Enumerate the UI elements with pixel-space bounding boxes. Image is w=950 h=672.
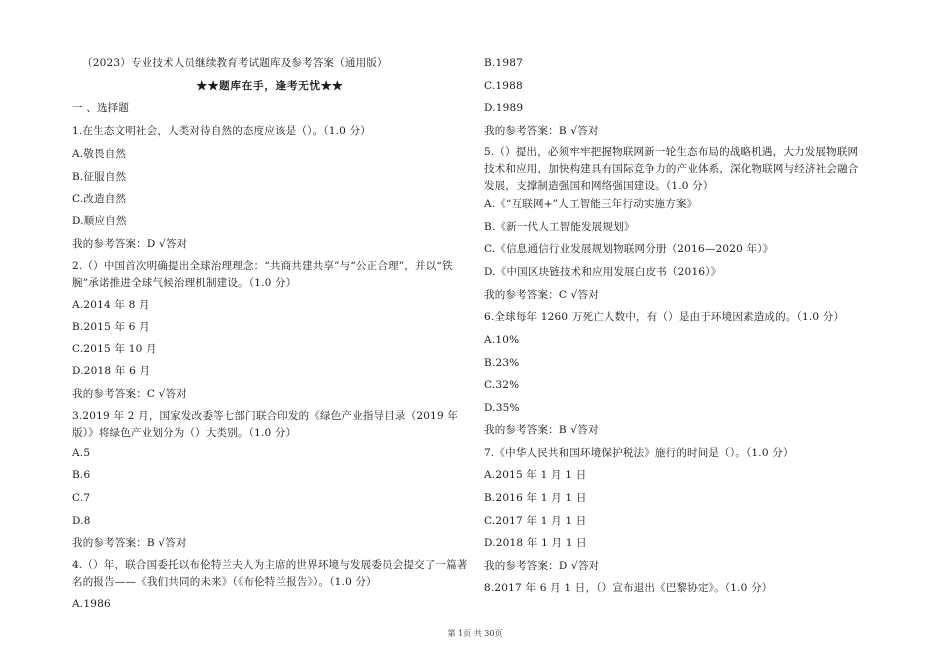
question-stem: 8.2017 年 6 月 1 日，（）宣布退出《巴黎协定》。（1.0 分） [484,582,773,594]
document-title: （2023）专业技术人员继续教育考试题库及参考答案（通用版） [82,57,388,69]
question-stem: 2.（）中国首次明确提出全球治理理念：“共商共建共享”与“公正合理”，并以“铁腕”承诺推进全球气候治理机制建设。（1.0 分） [72,260,453,289]
option-b: B.1987 [484,57,523,69]
option-c: C.《信息通信行业发展规划物联网分册（2016—2020 年）》 [484,243,774,255]
option-c: C.改造自然 [72,193,127,205]
reference-answer: 我的参考答案：B √答对 [484,424,599,436]
option-b: B.23% [484,357,520,369]
option-d: D.《中国区块链技术和应用发展白皮书（2016）》 [484,266,722,278]
option-b: B.征服自然 [72,171,127,183]
question-stem: 5.（）提出，必须牢牢把握物联网新一轮生态布局的战略机遇，大力发展物联网技术和应用，加快构建具有国际竞争力的产业体系，深化物联网与经济社会融合发展，支撑制造强国和网络强国建设。（1.0 分） [484,146,859,192]
option-a: A.2014 年 8 月 [72,299,150,311]
option-a: A.10% [484,334,520,346]
option-b: B.《新一代人工智能发展规划》 [484,221,635,233]
option-a: A.《“互联网+”人工智能三年行动实施方案》 [484,198,698,210]
question-stem: 3.2019 年 2 月，国家发改委等七部门联合印发的《绿色产业指导目录（2019 年版）》将绿色产业划分为（）大类别。（1.0 分） [72,410,459,439]
reference-answer: 我的参考答案：C √答对 [484,289,599,301]
option-d: D.2018 年 6 月 [72,365,151,377]
option-d: D.8 [72,515,91,527]
option-b: B.6 [72,469,91,481]
option-d: D.顺应自然 [72,215,127,227]
page-footer: 第 1页 共 30页 [447,629,503,638]
option-c: C.7 [72,492,91,504]
slogan: ★★题库在手，逢考无忧★★ [196,80,344,92]
option-b: B.2015 年 6 月 [72,321,150,333]
section-heading: 一 、选择题 [72,102,130,114]
option-a: A.1986 [72,598,111,610]
option-a: A.5 [72,447,91,459]
reference-answer: 我的参考答案：B √答对 [484,125,599,137]
option-d: D.35% [484,402,520,414]
option-b: B.2016 年 1 月 1 日 [484,492,587,504]
option-d: D.1989 [484,102,524,114]
reference-answer: 我的参考答案：D √答对 [72,238,188,250]
question-stem: 6.全球每年 1260 万死亡人数中，有（）是由于环境因素造成的。（1.0 分） [484,311,845,323]
option-a: A.2015 年 1 月 1 日 [484,469,587,481]
question-stem: 4.（）年，联合国委托以布伦特兰夫人为主席的世界环境与发展委员会提交了一篇著名的报告——《我们共同的未来》（《布伦特兰报告》）。（1.0 分） [72,559,468,588]
question-stem: 7.《中华人民共和国环境保护税法》施行的时间是（）。（1.0 分） [484,447,794,459]
reference-answer: 我的参考答案：C √答对 [72,388,187,400]
option-d: D.2018 年 1 月 1 日 [484,537,587,549]
option-c: C.2015 年 10 月 [72,343,157,355]
option-c: C.1988 [484,80,523,92]
reference-answer: 我的参考答案：B √答对 [72,537,187,549]
option-c: C.2017 年 1 月 1 日 [484,515,587,527]
question-stem: 1.在生态文明社会，人类对待自然的态度应该是（）。（1.0 分） [72,125,371,137]
option-a: A.敬畏自然 [72,148,127,160]
option-c: C.32% [484,379,520,391]
reference-answer: 我的参考答案：D √答对 [484,560,600,572]
